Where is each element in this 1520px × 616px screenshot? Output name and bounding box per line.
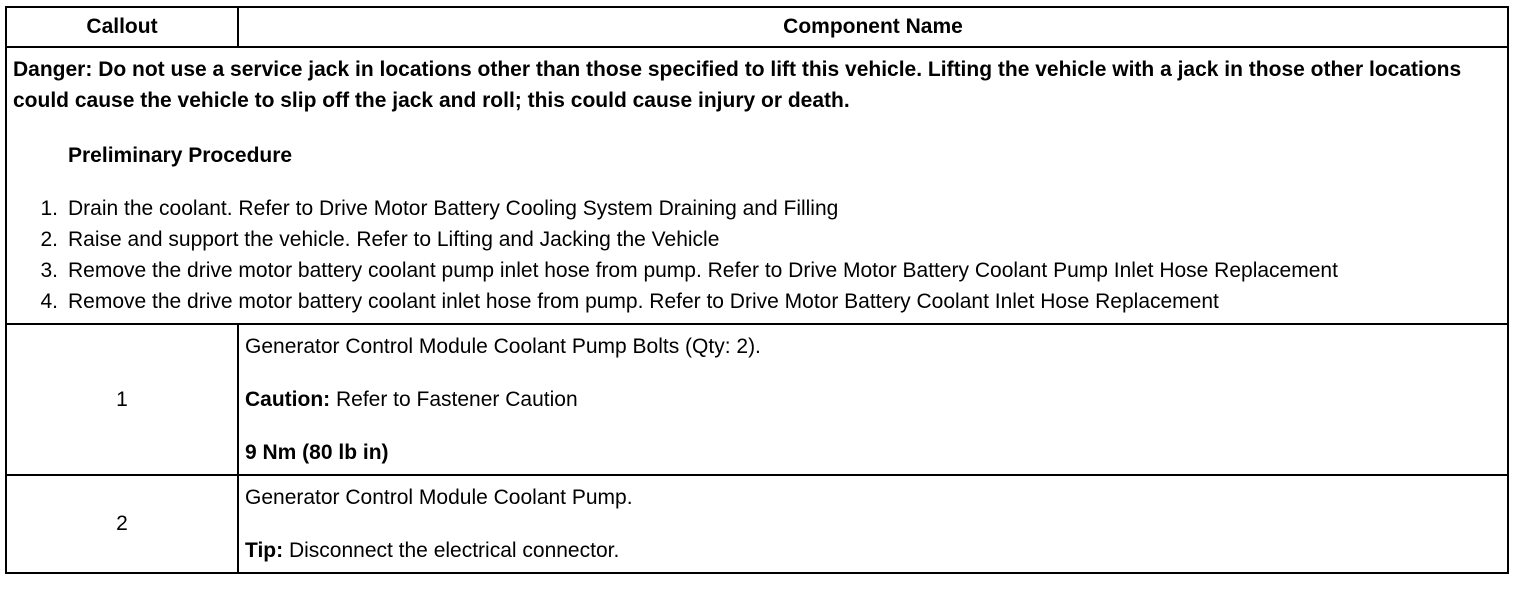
list-item xyxy=(13,224,1501,255)
step-number: 2. xyxy=(40,228,58,251)
list-item xyxy=(13,255,1501,286)
component-name-cell xyxy=(238,475,1508,573)
component-name-cell xyxy=(238,324,1508,475)
danger-text: Do not use a service jack in locations other than those specified to lift this vehicle. Lifting the vehicle with a jack in those other locations could cause the vehicle to slip off the jack and roll; this could cause injury or death. xyxy=(13,58,1462,112)
table-row xyxy=(6,475,1508,573)
step-text: Drain the coolant. Refer to Drive Motor Battery Cooling System Draining and Filling xyxy=(68,197,839,220)
table-row xyxy=(6,324,1508,475)
torque-spec: 9 Nm (80 lb in) xyxy=(245,441,389,464)
danger-notice xyxy=(13,54,1501,116)
tip-note xyxy=(245,535,1501,566)
step-text: Raise and support the vehicle. Refer to Lifting and Jacking the Vehicle xyxy=(68,228,720,251)
step-number: 3. xyxy=(40,259,58,282)
preliminary-procedure-title: Preliminary Procedure xyxy=(68,144,293,167)
caution-label: Caution: xyxy=(245,388,331,411)
danger-label: Danger: xyxy=(13,58,93,81)
list-item xyxy=(13,286,1501,317)
callout-column-header: Callout xyxy=(6,7,238,47)
tip-text: Disconnect the electrical connector. xyxy=(288,539,620,562)
preliminary-cell xyxy=(6,47,1508,324)
tip-label: Tip: xyxy=(245,539,284,562)
list-item xyxy=(13,193,1501,224)
step-number: 4. xyxy=(40,290,58,313)
callout-number: 2 xyxy=(6,475,238,573)
preliminary-steps-list xyxy=(13,193,1501,317)
callout-number: 1 xyxy=(6,324,238,475)
caution-text: Refer to Fastener Caution xyxy=(336,388,578,411)
component-table xyxy=(5,6,1509,574)
caution-note xyxy=(245,384,1501,415)
step-text: Remove the drive motor battery coolant inlet hose from pump. Refer to Drive Motor Battery Coolant Inlet Hose Replacement xyxy=(68,290,1219,313)
component-name: Generator Control Module Coolant Pump Bolts (Qty: 2). xyxy=(245,335,761,358)
component-name-column-header: Component Name xyxy=(238,7,1508,47)
step-number: 1. xyxy=(40,197,58,220)
component-name: Generator Control Module Coolant Pump. xyxy=(245,486,633,509)
step-text: Remove the drive motor battery coolant pump inlet hose from pump. Refer to Drive Motor Battery Coolant Pump Inlet Hose Replacement xyxy=(68,259,1338,282)
table-header-row xyxy=(6,7,1508,47)
preliminary-row xyxy=(6,47,1508,324)
